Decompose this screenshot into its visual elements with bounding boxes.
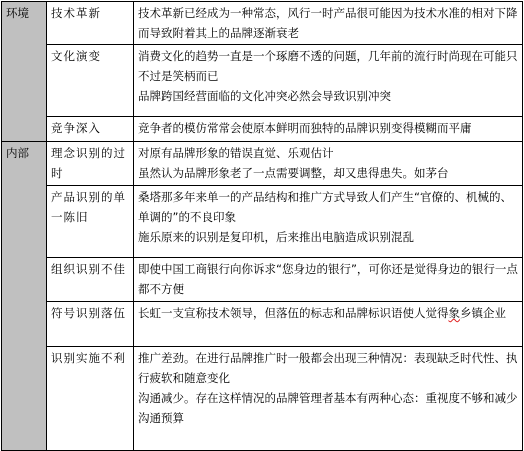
description-cell (134, 45, 523, 117)
description-text: 桑塔那多年来单一的产品结构和推广方式导致人们产生“官僚的、机械的、单调的”的不良印象 (138, 190, 512, 224)
description-cell (134, 258, 523, 302)
table-row (2, 186, 523, 258)
description-cell (134, 186, 523, 258)
description-cell (134, 142, 523, 186)
description-text: 对原有品牌形象的错误直觉、乐观估计 (138, 146, 334, 160)
description-text: 虽然认为品牌形象老了一点需要调整，却又患得患失。如茅台 (138, 166, 449, 180)
description-text: 沟通减少。存在这样情况的品牌管理者基本有两种心态：重视度不够和减少沟通预算 (138, 391, 518, 425)
description-cell (134, 347, 523, 451)
description-cell (134, 302, 523, 347)
table-row (2, 117, 523, 142)
table-row (2, 45, 523, 117)
factor-cell: 理念识别的过时 (47, 142, 134, 186)
category-cell-environment: 环境 (2, 2, 47, 142)
factor-cell: 符号识别落伍 (47, 302, 134, 347)
brand-aging-factors-table (1, 1, 523, 451)
factor-cell: 竞争深入 (47, 117, 134, 142)
factor-cell: 组织识别不佳 (47, 258, 134, 302)
description-cell (134, 117, 523, 142)
description-text: 长虹一支宣称技术领导，但落伍的标志和品牌标识语使人觉得象乡镇企业 (138, 306, 506, 320)
description-text: 竞争者的模仿常常会使原本鲜明而独特的品牌识别变得模糊而平庸 (138, 121, 472, 135)
description-text: 品牌跨国经营面临的文化冲突必然会导致识别冲突 (138, 89, 391, 103)
spellcheck-squiggle: 象 (448, 306, 460, 320)
category-cell-internal: 内部 (2, 142, 47, 451)
table-row (2, 2, 523, 45)
description-text: 施乐原来的识别是复印机，后来推出电脑造成识别混乱 (138, 230, 414, 244)
table-row (2, 347, 523, 451)
factor-cell: 产品识别的单一陈旧 (47, 186, 134, 258)
description-text: 即使中国工商银行向你诉求“您身边的银行”，可你还是觉得身边的银行一点都不方便 (138, 262, 518, 296)
description-cell (134, 2, 523, 45)
factor-cell: 技术革新 (47, 2, 134, 45)
factor-cell: 文化演变 (47, 45, 134, 117)
factor-cell: 识别实施不利 (47, 347, 134, 451)
description-text: 推广差劲。在进行品牌推广时一般都会出现三种情况：表现缺乏时代性、执行疲软和随意变化 (138, 351, 518, 385)
table-row (2, 142, 523, 186)
table-row (2, 302, 523, 347)
description-text: 技术革新已经成为一种常态，风行一时产品很可能因为技术水准的相对下降而导致附着其上的品牌逐渐衰老 (138, 6, 518, 40)
table-row (2, 258, 523, 302)
description-text: 消费文化的趋势一直是一个琢磨不透的问题，几年前的流行时尚现在可能只不过是笑柄而已 (138, 49, 518, 83)
